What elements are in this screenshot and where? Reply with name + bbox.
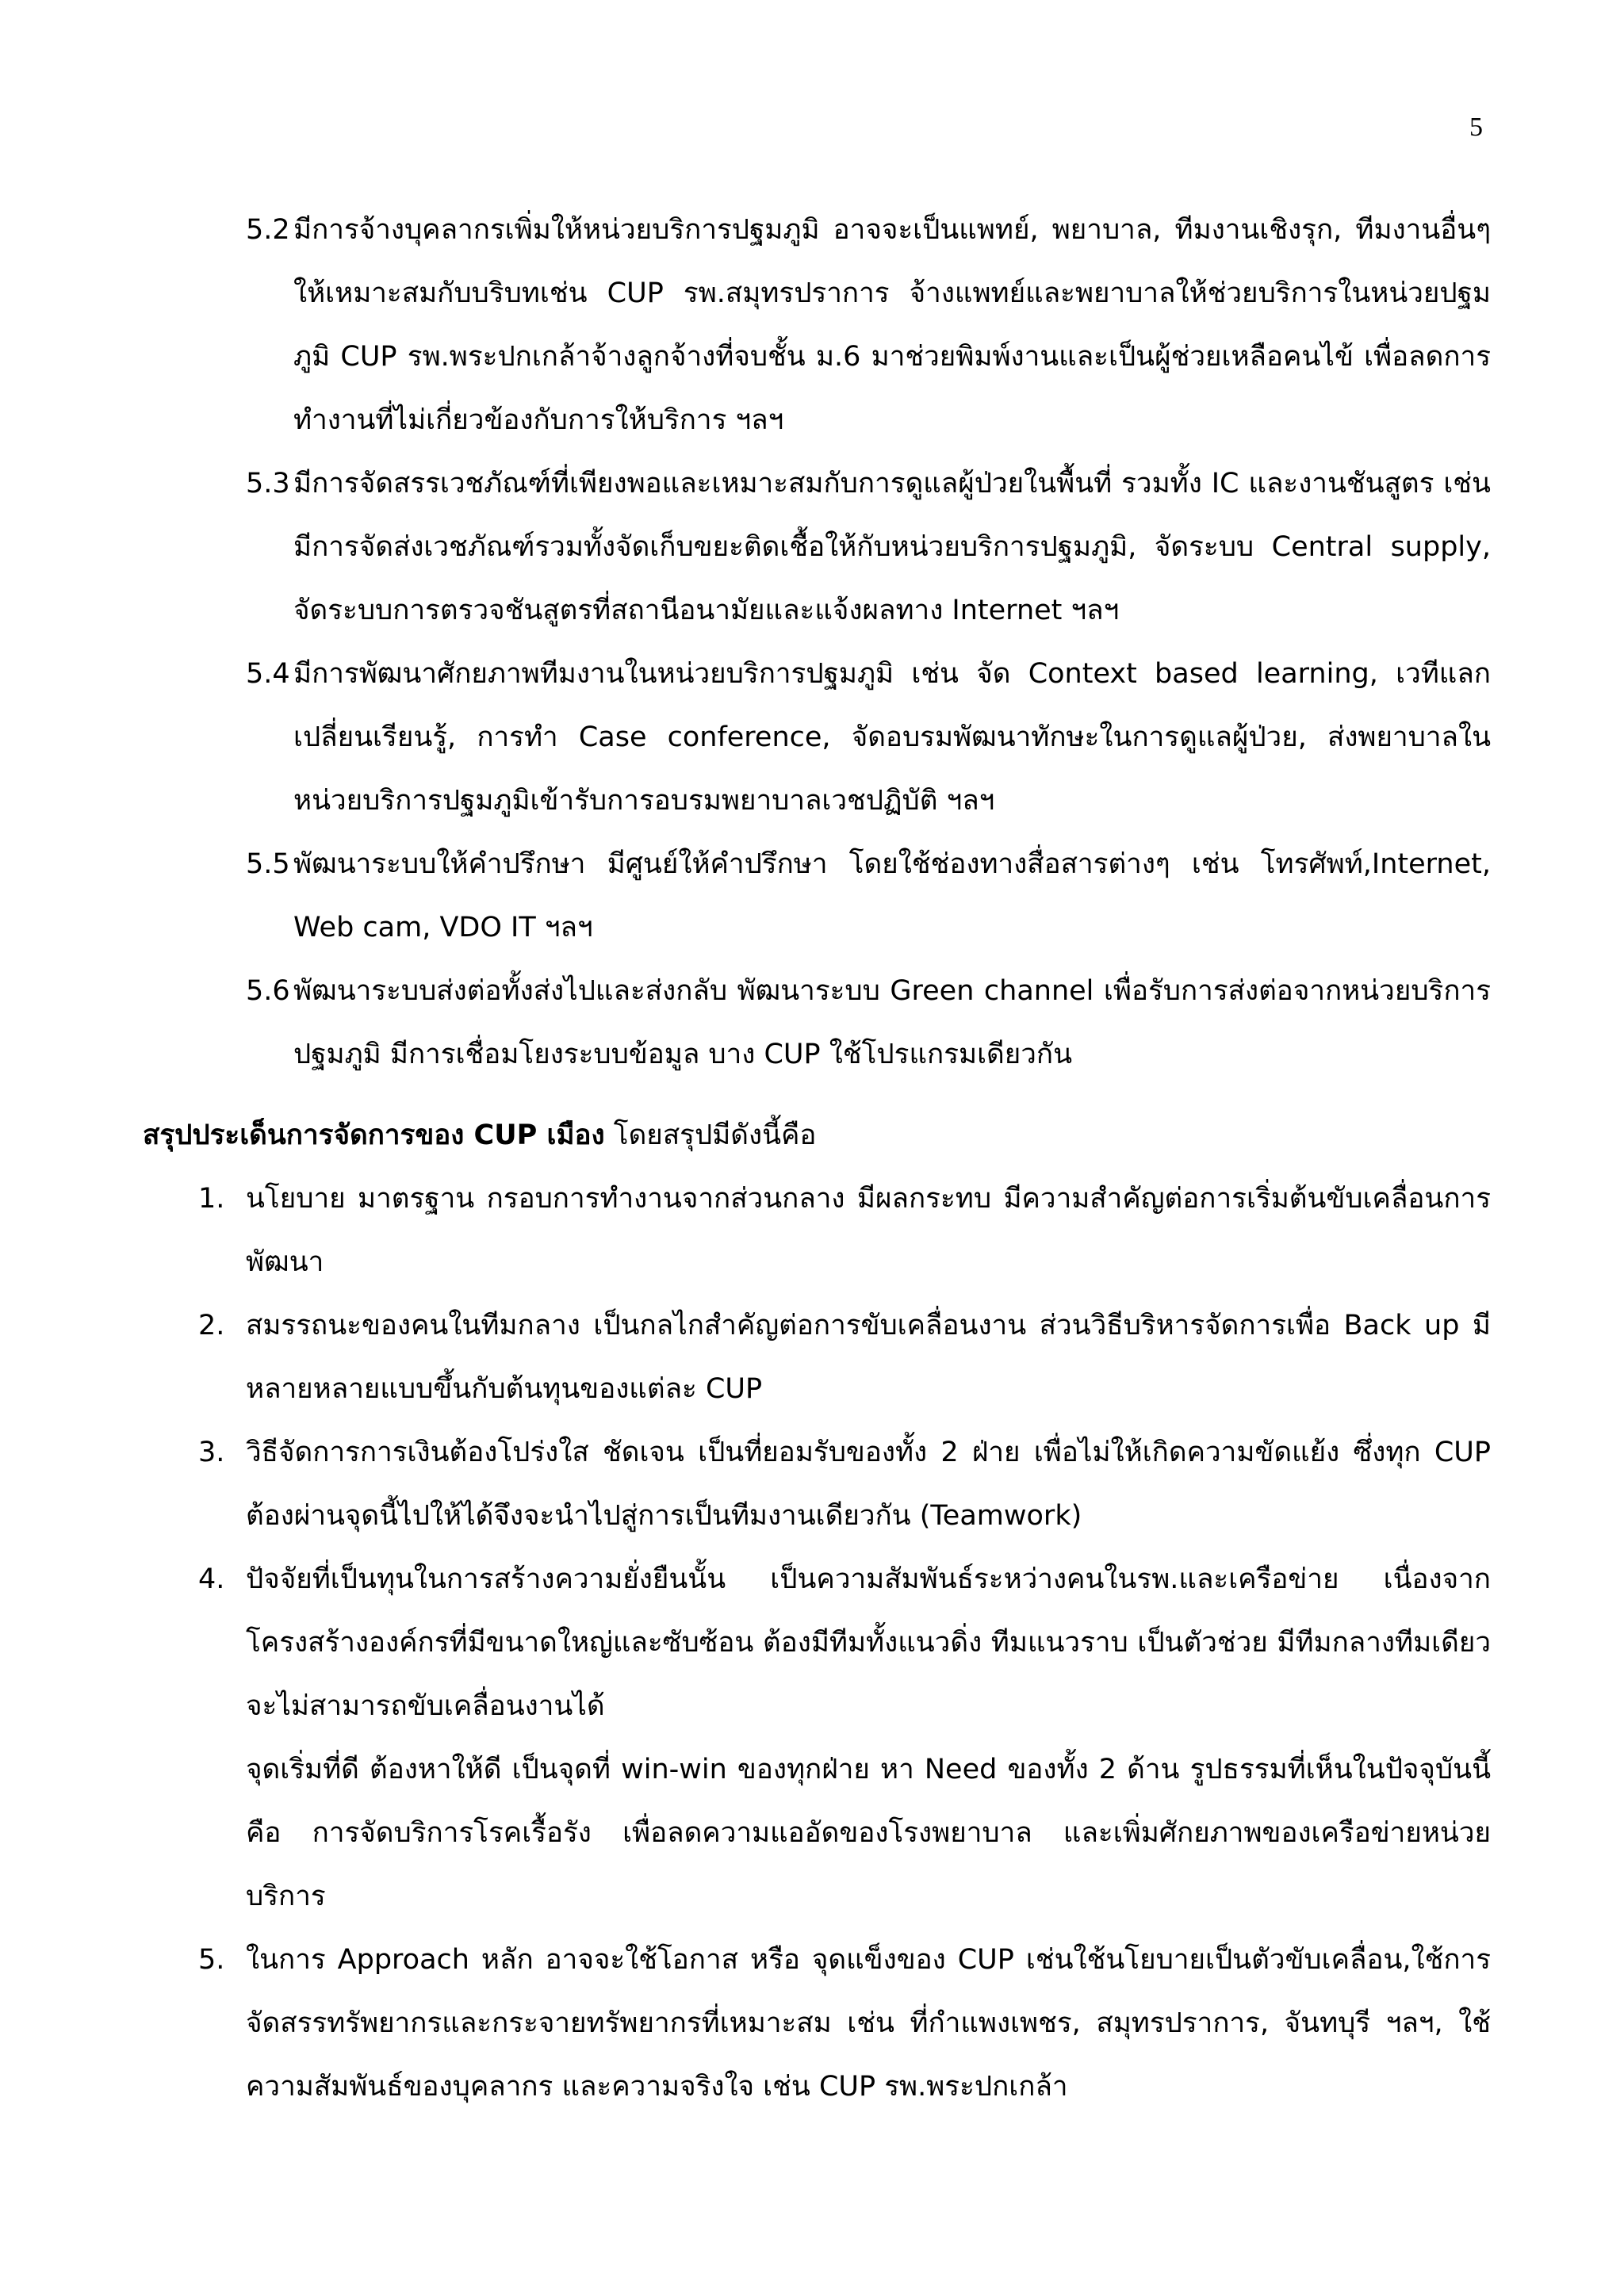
summary-item-2 — [143, 1294, 1491, 1421]
sub-item-text: พัฒนาระบบให้คำปรึกษา มีศูนย์ให้คำปรึกษา โดยใช้ช่องทางสื่อสารต่างๆ เช่น โทรศัพท์,Internet, Web cam, VDO IT ฯลฯ — [293, 848, 1491, 943]
summary-heading — [143, 1104, 1491, 1167]
sub-item-number: 5.4 — [246, 658, 290, 690]
sub-item-5-6 — [143, 959, 1491, 1086]
sub-item-number: 5.3 — [246, 468, 290, 499]
summary-item-4 — [143, 1548, 1491, 1738]
sub-item-number: 5.2 — [246, 214, 290, 246]
sub-item-text: มีการจ้างบุคลากรเพิ่มให้หน่วยบริการปฐมภูมิ อาจจะเป็นแพทย์, พยาบาล, ทีมงานเชิงรุก, ทีมงานอื่นๆ ให้เหมาะสมกับบริบทเช่น CUP รพ.สมุทรปราการ จ้างแพทย์และพยาบาลให้ช่วยบริการในหน่วยปฐมภูมิ CUP รพ.พระปกเกล้าจ้างลูกจ้างที่จบชั้น ม.6 มาช่วยพิมพ์งานและเป็นผู้ช่วยเหลือคนไข้ เพื่อลดการทำงานที่ไม่เกี่ยวข้องกับการให้บริการ ฯลฯ — [293, 214, 1491, 436]
sub-item-number: 5.5 — [246, 848, 290, 880]
list-item-number: 3. — [198, 1437, 225, 1468]
summary-item-4-paragraph: จุดเริ่มที่ดี ต้องหาให้ดี เป็นจุดที่ win-win ของทุกฝ่าย หา Need ของทั้ง 2 ด้าน รูปธรรมที่เห็นในปัจจุบันนี้คือ การจัดบริการโรคเรื้อรัง เพื่อลดความแออัดของโรงพยาบาล และเพิ่มศักยภาพของเครือข่ายหน่วยบริการ — [246, 1754, 1491, 1912]
document-body — [143, 198, 1491, 2118]
sub-item-5-4 — [143, 642, 1491, 832]
sub-item-5-3 — [143, 452, 1491, 642]
list-item-number: 2. — [198, 1310, 225, 1341]
list-item-text: นโยบาย มาตรฐาน กรอบการทำงานจากส่วนกลาง มีผลกระทบ มีความสำคัญต่อการเริ่มต้นขับเคลื่อนการพัฒนา — [246, 1183, 1491, 1278]
summary-heading-rest: โดยสรุปมีดังนี้คือ — [604, 1119, 817, 1151]
summary-item-3 — [143, 1421, 1491, 1548]
list-item-text: วิธีจัดการการเงินต้องโปร่งใส ชัดเจน เป็นที่ยอมรับของทั้ง 2 ฝ่าย เพื่อไม่ให้เกิดความขัดแย้ง ซึ่งทุก CUP ต้องผ่านจุดนี้ไปให้ได้จึงจะนำไปสู่การเป็นทีมงานเดียวกัน (Teamwork) — [246, 1437, 1491, 1532]
list-item-text: ปัจจัยที่เป็นทุนในการสร้างความยั่งยืนนั้น เป็นความสัมพันธ์ระหว่างคนในรพ.และเครือข่าย เนื่องจากโครงสร้างองค์กรที่มีขนาดใหญ่และซับซ้อน ต้องมีทีมทั้งแนวดิ่ง ทีมแนวราบ เป็นตัวช่วย มีทีมกลางทีมเดียวจะไม่สามารถขับเคลื่อนงานได้ — [246, 1563, 1491, 1722]
sub-item-number: 5.6 — [246, 975, 290, 1007]
list-item-number: 5. — [198, 1944, 225, 1976]
summary-item-5 — [143, 1928, 1491, 2118]
summary-item-1 — [143, 1167, 1491, 1294]
list-item-number: 4. — [198, 1563, 225, 1595]
page-number: 5 — [1469, 113, 1483, 142]
sub-item-text: มีการพัฒนาศักยภาพทีมงานในหน่วยบริการปฐมภูมิ เช่น จัด Context based learning, เวทีแลกเปลี่ยนเรียนรู้, การทำ Case conference, จัดอบรมพัฒนาทักษะในการดูแลผู้ป่วย, ส่งพยาบาลในหน่วยบริการปฐมภูมิเข้ารับการอบรมพยาบาลเวชปฏิบัติ ฯลฯ — [293, 658, 1491, 817]
sub-item-text: พัฒนาระบบส่งต่อทั้งส่งไปและส่งกลับ พัฒนาระบบ Green channel เพื่อรับการส่งต่อจากหน่วยบริการปฐมภูมิ มีการเชื่อมโยงระบบข้อมูล บาง CUP ใช้โปรแกรมเดียวกัน — [293, 975, 1491, 1070]
sub-item-5-2 — [143, 198, 1491, 452]
list-item-text: สมรรถนะของคนในทีมกลาง เป็นกลไกสำคัญต่อการขับเคลื่อนงาน ส่วนวิธีบริหารจัดการเพื่อ Back up มีหลายหลายแบบขึ้นกับต้นทุนของแต่ละ CUP — [246, 1310, 1491, 1405]
sub-item-text: มีการจัดสรรเวชภัณฑ์ที่เพียงพอและเหมาะสมกับการดูแลผู้ป่วยในพื้นที่ รวมทั้ง IC และงานชันสูตร เช่น มีการจัดส่งเวชภัณฑ์รวมทั้งจัดเก็บขยะติดเชื้อให้กับหน่วยบริการปฐมภูมิ, จัดระบบ Central supply, จัดระบบการตรวจชันสูตรที่สถานีอนามัยและแจ้งผลทาง Internet ฯลฯ — [293, 468, 1491, 626]
list-item-number: 1. — [198, 1183, 225, 1215]
summary-heading-bold: สรุปประเด็นการจัดการของ CUP เมือง — [143, 1119, 605, 1151]
list-item-text: ในการ Approach หลัก อาจจะใช้โอกาส หรือ จุดแข็งของ CUP เช่นใช้นโยบายเป็นตัวขับเคลื่อน,ใช้การจัดสรรทรัพยากรและกระจายทรัพยากรที่เหมาะสม เช่น ที่กำแพงเพชร, สมุทรปราการ, จันทบุรี ฯลฯ, ใช้ความสัมพันธ์ของบุคลากร และความจริงใจ เช่น CUP รพ.พระปกเกล้า — [246, 1944, 1491, 2103]
sub-item-5-5 — [143, 832, 1491, 959]
